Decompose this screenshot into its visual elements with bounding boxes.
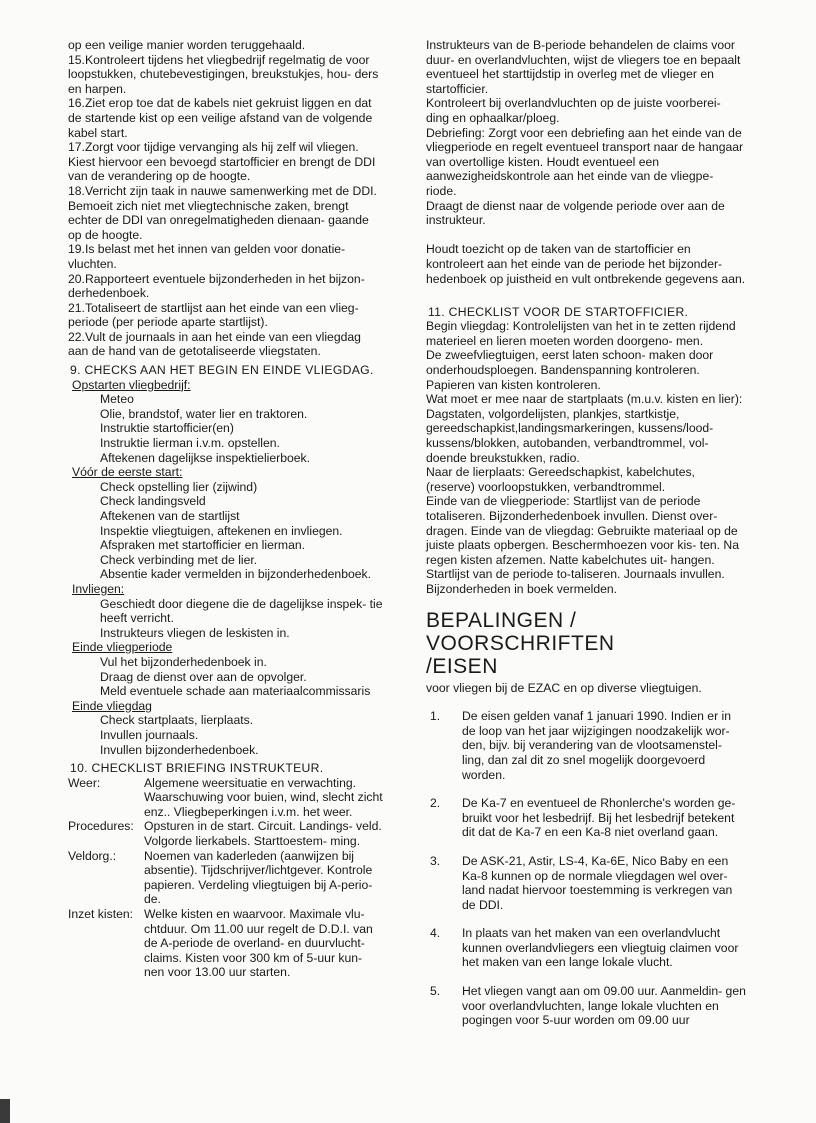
intro-list <box>68 38 384 359</box>
rule-text: De eisen gelden vanaf 1 januari 1990. Indien er in de loop van het jaar wijzigingen noodzakelijk wor- den, bijv. bij verandering van de vlootsamenstel- ling, dan zal dit zo snel mogelijk doorgevoerd worden. <box>462 709 731 782</box>
list-item: Olie, brandstof, water lier en traktoren. <box>100 406 308 421</box>
list-item: Instrukteurs vliegen de leskisten in. <box>100 625 290 640</box>
left-column <box>68 38 384 980</box>
list-item: Check startplaats, lierplaats. <box>100 713 254 728</box>
paragraph: Draagt de dienst naar de volgende periode over aan de instrukteur. <box>426 198 725 228</box>
rules-heading-line-2: /EISEN <box>426 654 498 678</box>
paragraph: Debriefing: Zorgt voor een debriefing aan het einde van de vliegperiode en regelt eventueel transport naar de hangaar van overtollige kisten. Houdt eventueel een aanwezigheidskontrole aan het einde van de vliegpe- riode. <box>426 125 744 198</box>
paragraph: Kontroleert bij overlandvluchten op de juiste voorberei- ding en ophaalkar/ploeg. <box>426 96 721 125</box>
paragraph: Houdt toezicht op de taken van de startofficier en kontroleert aan het einde van de periode het bijzonder- hedenboek op juistheid en vult ontbrekende gegevens aan. <box>426 242 746 286</box>
row-label: Veldorg.: <box>68 848 117 863</box>
rule-item <box>426 796 746 840</box>
list-item: Meteo <box>100 392 134 407</box>
rules-heading-line-1: BEPALINGEN / VOORSCHRIFTEN <box>426 608 615 655</box>
scan-edge-mark <box>0 1099 10 1123</box>
paragraph: Naar de lierplaats: Gereedschapkist, kabelchutes, (reserve) voorloopstukken, verbandtrommel. <box>426 465 695 494</box>
spacer <box>426 286 746 301</box>
row-text: Algemene weersituatie en verwachting. Waarschuwing voor buien, wind, slecht zicht enz.. Vliegbeperkingen i.v.m. het weer. <box>144 775 383 819</box>
list-item: Inspektie vliegtuigen, aftekenen en invliegen. <box>100 523 343 538</box>
list-item: Geschiedt door diegene die de dagelijkse inspek- tie heeft verricht. <box>100 596 383 626</box>
row-text: Opsturen in de start. Circuit. Landings- veld. Volgorde lierkabels. Starttoestem- ming. <box>144 819 382 849</box>
briefing-row <box>68 776 384 820</box>
rule-text: De ASK-21, Astir, LS-4, Ka-6E, Nico Baby en een Ka-8 kunnen op de normale vliegdagen wel over- land nadat hiervoor toestemming is verkregen van de DDI. <box>462 853 733 912</box>
group-heading: Einde vliegperiode <box>72 640 173 655</box>
section-9-group-opstarten <box>68 378 384 466</box>
rule-item <box>426 926 746 970</box>
section-9-heading: 9. CHECKS AAN HET BEGIN EN EINDE VLIEGDAG. <box>70 363 374 378</box>
list-item: Vul het bijzonderhedenboek in. <box>100 654 267 669</box>
right-column <box>426 38 746 1028</box>
list-item: Afspraken met startofficier en lierman. <box>100 538 306 553</box>
list-item: 19.Is belast met het innen van gelden voor donatie- vluchten. <box>68 242 346 271</box>
rule-text: Het vliegen vangt aan om 09.00 uur. Aanmeldin- gen voor overlandvluchten, lange lokale vluchten en pogingen voor 5-uur worden om 09.00 uur <box>462 984 746 1028</box>
list-item: Invullen journaals. <box>100 727 199 742</box>
section-10-heading: 10. CHECKLIST BRIEFING INSTRUKTEUR. <box>70 761 324 776</box>
row-label: Procedures: <box>68 819 134 834</box>
rule-number: 2. <box>430 796 441 811</box>
rules-heading <box>426 609 746 678</box>
rule-item <box>426 709 746 782</box>
paragraph: De zweefvliegtuigen, eerst laten schoon- maken door onderhoudsploegen. Bandenspanning kontroleren. Papieren van kisten kontroleren. <box>426 348 714 392</box>
group-heading: Vóór de eerste start: <box>72 465 183 480</box>
list-item: 22.Vult de journaals in aan het einde van een vliegdag aan de hand van de getotaliseerde vliegstaten. <box>68 329 361 359</box>
rules-list <box>426 709 746 1028</box>
list-item: 17.Zorgt voor tijdige vervanging als hij zelf wil vliegen. Kiest hiervoor een bevoegd startofficier en brengt de DDI van de verandering op de hoogte. <box>68 140 376 184</box>
paragraph: Wat moet er mee naar de startplaats (m.u.v. kisten en lier): Dagstaten, volgordelijsten, plankjes, startkistje, gereedschapkist,landingsmarkeringen, kussens/lood- kussens/blokken, autobanden, verbandtrommel, vol- doende breukstukken, radio. <box>426 392 743 465</box>
list-item: Invullen bijzonderhedenboek. <box>100 742 259 757</box>
row-text: Noemen van kaderleden (aanwijzen bij absentie). Tijdschrijver/lichtgever. Kontrole papieren. Verdeling vliegtuigen bij A-perio- de. <box>144 848 373 907</box>
list-item: Meld eventuele schade aan materiaalcommissaris <box>100 684 371 699</box>
rule-number: 3. <box>430 853 441 868</box>
list-item: Aftekenen dagelijkse inspektielierboek. <box>100 450 311 465</box>
list-item: 20.Rapporteert eventuele bijzonderheden in het bijzon- derhedenboek. <box>68 271 365 301</box>
rule-number: 5. <box>430 984 441 999</box>
list-item: Check opstelling lier (zijwind) <box>100 479 258 494</box>
section-11-heading: 11. CHECKLIST VOOR DE STARTOFFICIER. <box>428 304 689 319</box>
rule-item <box>426 984 746 1028</box>
row-label: Inzet kisten: <box>68 907 134 922</box>
list-item: Instruktie startofficier(en) <box>100 421 234 436</box>
section-9-group-eerste-start <box>68 465 384 582</box>
row-text: Welke kisten en waarvoor. Maximale vlu- chtduur. Om 11.00 uur regelt de D.D.I. van de A-periode de overland- en duurvlucht- claims. Kisten voor 300 km of 5-uur kun- nen voor 13.00 uur starten. <box>144 907 373 980</box>
briefing-row <box>68 849 384 907</box>
list-item: 16.Ziet erop toe dat de kabels niet gekruist liggen en dat de startende kist op een veilige afstand van de volgende kabel start. <box>68 96 373 140</box>
list-item: 21.Totaliseert de startlijst aan het einde van een vlieg- periode (per periode aparte startlijst). <box>68 300 359 330</box>
list-item: Draag de dienst over aan de opvolger. <box>100 669 307 684</box>
list-item: 15.Kontroleert tijdens het vliegbedrijf regelmatig de voor loopstukken, chutebevestigingen, breukstukjes, hou- ders en harpen. <box>68 52 379 96</box>
list-item: Check verbinding met de lier. <box>100 552 258 567</box>
rule-text: De Ka-7 en eventueel de Rhonlerche's worden ge- bruikt voor het lesbedrijf. Bij het lesbedrijf betekent dit dat de Ka-7 en een Ka-8 niet overland gaan. <box>462 796 736 840</box>
list-item: Absentie kader vermelden in bijzonderhedenboek. <box>100 567 372 582</box>
briefing-row <box>68 819 384 848</box>
paragraph: Begin vliegdag: Kontrolelijsten van het in te zetten rijdend materieel en lieren moeten worden doorgeno- men. <box>426 319 736 348</box>
rule-text: In plaats van het maken van een overlandvlucht kunnen overlandvliegers een vliegtuig claimen voor het maken van een lange lokale vlucht. <box>462 926 739 970</box>
group-heading: Opstarten vliegbedrijf: <box>72 377 191 392</box>
list-item: Check landingsveld <box>100 494 206 509</box>
rule-number: 1. <box>430 709 441 724</box>
group-heading: Einde vliegdag <box>72 698 152 713</box>
rule-number: 4. <box>430 926 441 941</box>
spacer <box>426 228 746 243</box>
list-item: Aftekenen van de startlijst <box>100 509 240 523</box>
section-9-group-einde-vliegperiode <box>68 640 384 698</box>
list-item: 18.Verricht zijn taak in nauwe samenwerking met de DDI. Bemoeit zich niet met vliegtechnische zaken, brengt echter de DDI van onregelmatigheden dienaan- gaande op de hoogte. <box>68 183 377 242</box>
rules-subtitle: voor vliegen bij de EZAC en op diverse vliegtuigen. <box>426 680 702 695</box>
rule-item <box>426 854 746 912</box>
group-heading: Invliegen: <box>72 581 125 596</box>
briefing-table <box>68 776 384 980</box>
row-label: Weer: <box>68 775 101 790</box>
list-item: Instruktie lierman i.v.m. opstellen. <box>100 436 280 451</box>
paragraph: Instrukteurs van de B-periode behandelen de claims voor duur- en overlandvluchten, wijst de vliegers toe en bepaalt eventueel het starttijdstip in overleg met de vlieger en startofficier. <box>426 38 741 96</box>
list-item: op een veilige manier worden teruggehaald. <box>68 38 306 52</box>
section-9-group-einde-vliegdag <box>68 699 384 757</box>
briefing-row <box>68 907 384 980</box>
section-9-group-invliegen <box>68 582 384 640</box>
paragraph: Einde van de vliegperiode: Startlijst van de periode totaliseren. Bijzonderhedenboek invullen. Dienst over- dragen. Einde van de vliegdag: Gebruikte materiaal op de juiste plaats opbergen. Beschermhoezen voor kis- ten. Na regen kisten afzemen. Natte kabelchutes uit- hangen. Startlijst van de periode to-taliseren. Journaals invullen. Bijzonderheden in boek vermelden. <box>426 494 739 596</box>
